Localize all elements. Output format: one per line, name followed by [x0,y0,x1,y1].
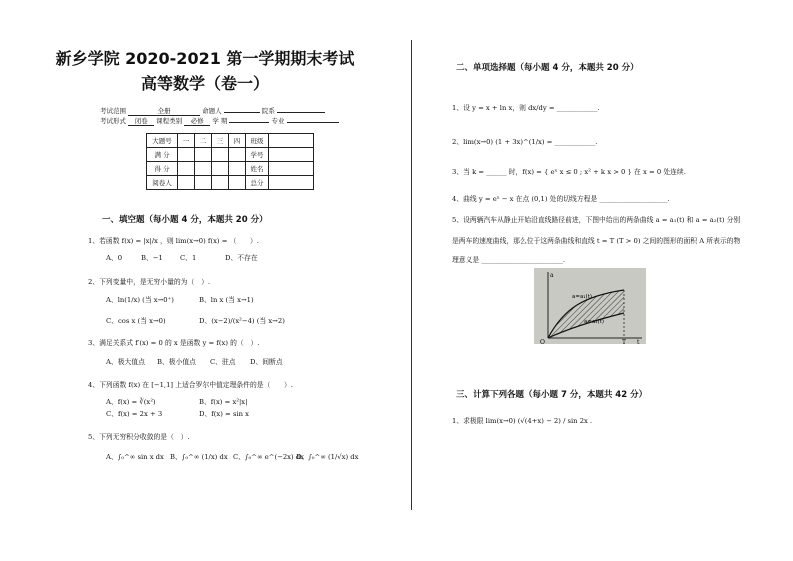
grade-header-0: 大题号 [147,134,178,148]
s1-q1-opt-b[interactable]: B、−1 [141,254,163,262]
s1-q3-opt-a[interactable]: A、极大值点 [106,358,145,366]
s1-q1-opt-a[interactable]: A、0 [106,254,123,262]
s2-q5-line1: 5、设两辆汽车从静止开始沿直线路径前进，下图中给出的两条曲线 a = a₁(t) 和 a = a₂(t) 分别 [452,216,741,224]
s2-q3: 3、当 k = ______ 时，f(x) = { eˣ x ≤ 0 ; x² + k x > 0 } 在 x = 0 处连续. [452,168,686,176]
s1-q5-text: 5、下列无穷积分收敛的是（ ）. [88,433,190,441]
s1-q3-opt-b[interactable]: B、极小值点 [157,358,196,366]
s3-q1: 1、求极限 lim(x→0) (√(4+x) − 2) / sin 2x . [452,417,593,425]
s1-q1-opt-d[interactable]: D、不存在 [225,254,258,262]
exam-subtitle: 高等数学（卷一） [140,74,269,93]
s1-q1-opt-c[interactable]: C、1 [180,254,197,262]
major-value [287,122,339,123]
row-label-full: 满 分 [147,148,178,162]
s1-q2-opt-b[interactable]: B、ln x (当 x→1) [199,296,254,304]
curve-a2-label: a=a₂(t) [584,319,605,325]
author-label: 命题人 [202,107,222,115]
exam-info-row-1 [100,106,325,116]
curve-a1-label: a=a₁(t) [572,294,593,300]
s1-q1-text: 1、若函数 f(x) = |x|/x ，则 lim(x→0) f(x) = （ ）. [88,237,259,245]
form-label: 考试形式 [100,117,126,125]
row-label-score: 得 分 [147,162,178,176]
scope-label: 考试范围 [100,107,126,115]
s1-q5-opt-a[interactable]: A、∫₀^∞ sin x dx [106,453,164,461]
s2-q1: 1、设 y = x + ln x，则 dx/dy = ____________. [452,104,600,112]
term-label: 学 期 [212,117,228,125]
origin-label: O [540,339,545,344]
velocity-curves-figure [534,268,646,344]
grade-header-3: 三 [212,134,229,148]
s1-q5-opt-d[interactable]: D、∫₀^∞ (1/√x) dx [296,453,359,461]
s1-q3-opt-d[interactable]: D、间断点 [250,358,283,366]
row-label-grader: 阅卷人 [147,176,178,190]
grade-header-2: 二 [195,134,212,148]
dept-label: 院系 [261,107,275,115]
total-field[interactable] [269,176,314,190]
side-label-name: 姓名 [246,162,269,176]
s1-q5-opt-c[interactable]: C、∫₀^∞ e^(−2x) dx [233,453,304,461]
s1-q4-opt-b[interactable]: B、f(x) = x²|x| [199,398,248,406]
t-mark-label: T [622,339,627,344]
column-divider [411,40,412,510]
course-type-label: 课程类别 [156,117,183,125]
term-value [229,122,269,123]
dept-value [277,112,325,113]
grade-table [146,133,314,190]
s1-q4-opt-a[interactable]: A、f(x) = ∛(x²) [106,398,156,406]
id-field[interactable] [269,148,314,162]
axis-y-label: a [550,272,554,279]
s1-q2-opt-a[interactable]: A、ln(1/x) (当 x→0⁺) [106,296,174,304]
s2-q2: 2、lim(x→0) (1 + 3x)^(1/x) = ____________. [452,138,598,146]
s2-q5-line3: 理意义是 ________________________. [452,256,566,264]
exam-title: 新乡学院 2020-2021 第一学期期末考试 [55,49,355,68]
s2-q4: 4、曲线 y = eˣ − x 在点 (0,1) 处的切线方程是 ____________________. [452,195,670,203]
exam-info-row-2 [100,116,339,126]
form-value: 闭卷 [128,116,154,126]
section2-title: 二、单项选择题（每小题 4 分，本题共 20 分） [456,63,639,73]
s2-q5-line2: 是两车的速度曲线，那么位于这两条曲线和直线 t = T (T > 0) 之间的图形的面积 A 所表示的物 [452,237,741,245]
s1-q3-text: 3、满足关系式 f′(x) = 0 的 x 是函数 y = f(x) 的（ ）. [88,339,260,347]
scope-value: 全册 [128,106,200,116]
grade-header-4: 四 [229,134,246,148]
author-value [224,112,260,113]
s1-q2-text: 2、下列变量中，是无穷小量的为（ ）. [88,278,211,286]
name-field[interactable] [269,162,314,176]
major-label: 专业 [271,117,285,125]
s1-q3-opt-c[interactable]: C、驻点 [210,358,236,366]
course-type-value: 必修 [184,116,210,126]
s1-q4-opt-d[interactable]: D、f(x) = sin x [199,410,249,418]
section1-title: 一、填空题（每小题 4 分，本题共 20 分） [102,215,268,225]
s1-q4-opt-c[interactable]: C、f(x) = 2x + 3 [106,410,163,418]
section3-title: 三、计算下列各题（每小题 7 分，本题共 42 分） [456,390,648,400]
s1-q4-text: 4、下列函数 f(x) 在 [−1,1] 上适合罗尔中值定理条件的是（ ）. [88,381,293,389]
s1-q5-opt-b[interactable]: B、∫₀^∞ (1/x) dx [170,453,228,461]
axis-x-label: t [637,339,640,344]
side-label-id: 学号 [246,148,269,162]
s1-q2-opt-d[interactable]: D、(x−2)/(x²−4) (当 x→2) [199,317,285,325]
s1-q2-opt-c[interactable]: C、cos x (当 x→0) [106,317,166,325]
side-label-total: 总分 [246,176,269,190]
side-label-class: 班级 [246,134,269,148]
grade-header-1: 一 [178,134,195,148]
class-field[interactable] [269,134,314,148]
